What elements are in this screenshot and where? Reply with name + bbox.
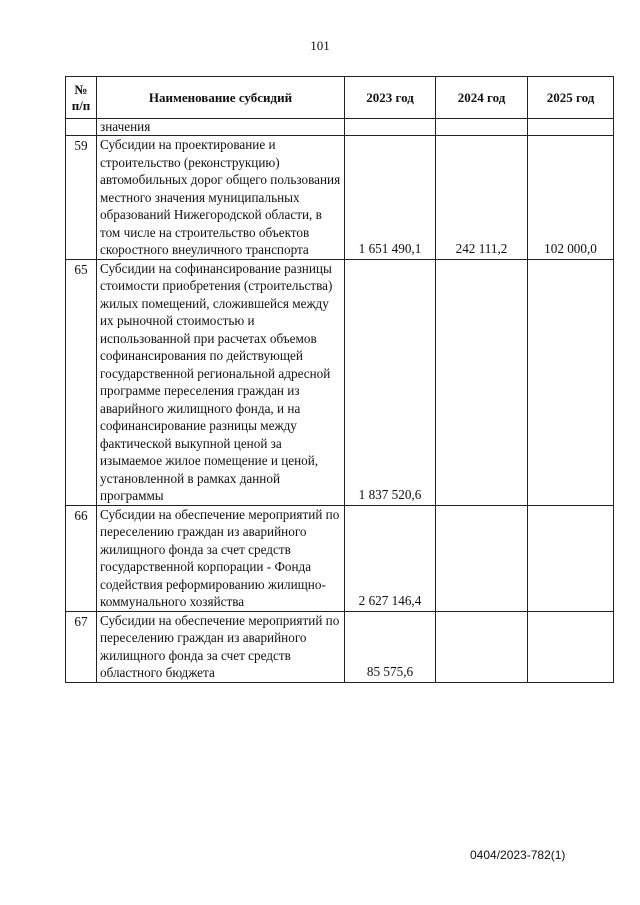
row-number: 66	[66, 505, 97, 611]
table-row	[66, 259, 614, 505]
row-number: 67	[66, 611, 97, 682]
row-value-2024: 242 111,2	[436, 136, 528, 260]
header-number: № п/п	[66, 77, 97, 119]
row-value-2023: 85 575,6	[345, 611, 436, 682]
row-value-2023: 2 627 146,4	[345, 505, 436, 611]
row-value-2025	[528, 505, 614, 611]
row-name: Субсидии на обеспечение мероприятий по переселению граждан из аварийного жилищного фонда за счет средств государственной корпорации - Фонда содействия реформированию жилищно-коммунального хозяйства	[97, 505, 345, 611]
table-header-row	[66, 77, 614, 119]
table-row	[66, 505, 614, 611]
row-value-2024	[436, 259, 528, 505]
continuation-name-cell: значения	[97, 119, 345, 136]
row-name: Субсидии на проектирование и строительство (реконструкцию) автомобильных дорог общего пользования местного значения муниципальных образований Нижегородской области, в том числе на строительство объектов скоростного внеуличного транспорта	[97, 136, 345, 260]
row-value-2025	[528, 611, 614, 682]
subsidies-table	[65, 76, 614, 683]
row-name: Субсидии на софинансирование разницы стоимости приобретения (строительства) жилых помещений, сложившейся между их рыночной стоимостью и использованной при расчетах объемов софинансирования по действующей государственной региональной адресной программе переселения граждан из аварийного жилищного фонда, и на софинансирование разницы между фактической выкупной ценой за изымаемое жилое помещение и ценой, установленной в рамках данной программы	[97, 259, 345, 505]
table-row	[66, 611, 614, 682]
row-name: Субсидии на обеспечение мероприятий по переселению граждан из аварийного жилищного фонда за счет средств областного бюджета	[97, 611, 345, 682]
row-value-2023: 1 651 490,1	[345, 136, 436, 260]
continuation-2025-cell	[528, 119, 614, 136]
page-number: 101	[310, 38, 330, 53]
header-2023: 2023 год	[345, 77, 436, 119]
row-number: 65	[66, 259, 97, 505]
continuation-2024-cell	[436, 119, 528, 136]
document-code: 0404/2023-782(1)	[470, 848, 566, 862]
header-2025: 2025 год	[528, 77, 614, 119]
continuation-row	[66, 119, 614, 136]
header-name: Наименование субсидий	[97, 77, 345, 119]
header-2024: 2024 год	[436, 77, 528, 119]
row-value-2023: 1 837 520,6	[345, 259, 436, 505]
row-value-2024	[436, 611, 528, 682]
row-number: 59	[66, 136, 97, 260]
continuation-num-cell	[66, 119, 97, 136]
row-value-2025	[528, 259, 614, 505]
row-value-2024	[436, 505, 528, 611]
row-value-2025: 102 000,0	[528, 136, 614, 260]
continuation-2023-cell	[345, 119, 436, 136]
table-row	[66, 136, 614, 260]
